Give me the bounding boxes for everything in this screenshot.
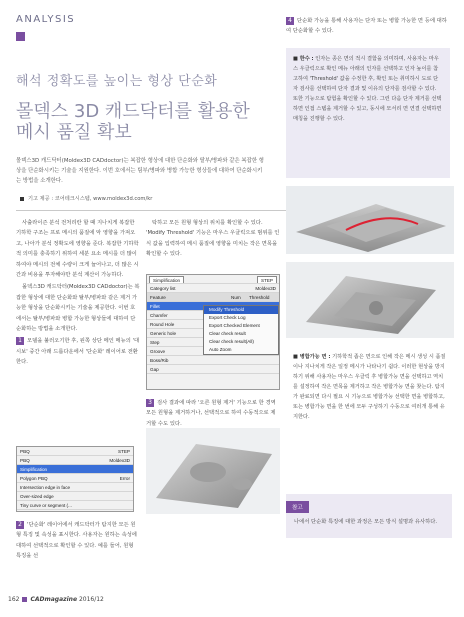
menu-item-export-element: Export Checked Element <box>209 323 260 328</box>
feature-row: Gap <box>147 365 279 374</box>
article-subtitle: 해석 정확도를 높이는 형상 단순화 <box>16 74 218 89</box>
menu-item-export-log: Export Check Log <box>209 315 246 320</box>
context-menu <box>203 305 279 355</box>
feature-row: Round Hole <box>147 320 279 329</box>
step-4 <box>286 16 450 37</box>
step-number: 1 <box>16 337 24 345</box>
step-number: 4 <box>286 17 294 25</box>
step-text: 모델을 불러오기한 후, 왼쪽 상단 메인 메뉴의 '대시보' 중간 아래 드롭다운에서 '단순화' 레이어로 전환한다. <box>16 338 140 366</box>
step-number: 2 <box>16 521 24 529</box>
panel-toolbar <box>147 275 279 284</box>
screenshot-feature-panel <box>146 274 280 390</box>
feature-table-header <box>147 293 279 302</box>
tip-box-fillet <box>286 48 450 178</box>
body-left-column <box>16 218 140 368</box>
note-text: 나에서 단순화 특징에 대한 과정은 모든 방식 설명과 유사하다. <box>294 519 438 525</box>
tree-value: Moldex3D <box>109 458 130 463</box>
tree-row: Tiny curve or segment (... <box>17 501 133 510</box>
issue-date: 2016/12 <box>78 596 104 603</box>
format-combo: STEP <box>257 276 277 284</box>
tip-text: 기하학적 좁은 면으로 인해 작은 메시 생성 시 품질이나 지나치게 작은 일정 메시가 나타나기 쉽다. 이러한 현상을 방지하기 위해 사용자는 마우스 우클릭 후 병합가능 면을 선택하고 역치를 설정하여 작은 면목을 제거하고 작은 병합가능 면을 찾는다. 탐지가 완료되면 다시 필요 시 기능으로 병합가능 선택한 면을 병합하고, 또는 병합가능 면을 한 번에 모두 구성하기 수동으로 여러개 통해 유지한다. <box>293 354 446 420</box>
feature-row: Fillet <box>147 302 279 311</box>
article-title-line1: 몰덱스 3D 캐드닥터를 활용한 <box>16 101 250 122</box>
feature-row: Boss/Rib <box>147 356 279 365</box>
paragraph: 몰덱스3D 캐드닥터(Moldex3D CADdoctor)는 복잡한 형상에 대한 단순화와 탈부/병파와 같은 제거 가능한 형상을 단순화시키는 기술을 제공한다. 이번 호에서는 탈부/병파와 병합 가능한 형상들에 대하여 단순화하는 방법을 소개한다. <box>16 284 140 333</box>
header-feature: Feature <box>150 295 166 300</box>
note-label: 참고 <box>286 501 309 513</box>
article-title-line2: 메시 품질 확보 <box>16 122 132 143</box>
model-render-middle <box>286 262 454 338</box>
tree-label: PBQ <box>20 449 30 454</box>
header-threshold: Threshold <box>249 295 270 300</box>
tree-row <box>17 474 133 483</box>
menu-item-clear-result: Clear check result <box>209 331 246 336</box>
title-divider <box>16 210 286 211</box>
feature-row: Chamfer <box>147 311 279 320</box>
menu-item-clear-all: Clear check result(All) <box>209 339 254 344</box>
step-3 <box>146 398 280 429</box>
tree-label: PBQ <box>20 458 30 463</box>
menu-item-modify-threshold: Modify Threshold <box>204 306 278 314</box>
step-number: 3 <box>146 399 154 407</box>
tree-row: Intersection edge in face <box>17 483 133 492</box>
category-value: Moldex3D <box>255 286 276 291</box>
menu-item-auto-zoom: Auto Zoom <box>209 347 232 352</box>
magazine-brand: CADmagazine <box>30 596 78 603</box>
feature-row: Step <box>147 338 279 347</box>
model-render-top <box>286 186 454 254</box>
tip-box-mergeable <box>286 346 454 464</box>
note-box <box>286 494 452 538</box>
tip-text: 인자는 종은 면의 적시 결함을 의미하며, 사용자는 마우스 우클릭으로 확인 메뉴 아래의 인자를 선택하고 인자 높이를 참고하여 'Threshold' 값을 수정한 후, 확인 또는 취미하시 도로 단자 검사를 선택하여 단자 결과 및 이유의 단자를 검사할 수 있다. 또한 기능으로 탐험을 확인할 수 있다. 그런 다음 단자 제거를 선택하면 인접 스템을 제거할 수 있고, 동시에 모서리 면 연결 선택하면 매칭을 진행할 수 있다. <box>293 56 442 122</box>
tip-tag: ■ 한수 : <box>293 56 314 62</box>
screenshot-tree-panel <box>16 446 134 512</box>
step-2 <box>16 520 140 562</box>
footer-marker <box>22 597 27 602</box>
step-1 <box>16 336 140 367</box>
tree-row <box>17 447 133 456</box>
layer-combo: Simplification <box>149 276 184 284</box>
model-render-bottom <box>146 428 280 514</box>
category-label: Category list <box>150 286 176 291</box>
tree-row-selected: Simplification <box>17 465 133 474</box>
paragraph: 사출라이즌 분석 전처리란 할 때 지나치게 복잡한 기하학 구조는 프로 메시의 품질에 악 영향을 가져오고, 나아가 분석 정확도에 영향을 준다. 복잡한 기하학적 의미를 충족하기 위하여 세분 요소 메시를 더 많이 하여야 메시의 전체 수량이 크게 늘어나고, 더 많은 시간과 비용을 투자해야만 분석 계산이 가능하다. <box>16 220 139 279</box>
tree-row <box>17 456 133 465</box>
bullet-icon <box>20 197 24 201</box>
page-number: 162 <box>8 596 20 603</box>
tree-row: Over-sized edge <box>17 492 133 501</box>
section-label: ANALYSIS <box>16 14 76 25</box>
feature-row: Generic hole <box>147 329 279 338</box>
article-credit <box>20 195 152 202</box>
category-row <box>147 284 279 293</box>
tree-label: Polygon PBQ <box>20 476 48 481</box>
section-marker <box>16 32 25 41</box>
step-text: 단순화 가능을 통해 사용자는 단자 또는 병합 가능한 면 등에 대하여 단순화할 수 있다. <box>286 18 447 35</box>
article-lead: 몰덱스3D 캐드닥터(Moldex3D CADdoctor)는 복잡한 형상에 대한 단순화와 탈부/병파와 같은 복잡한 형상을 단순화시키는 기술을 지원한다. 이번 호에서는 팀부/병파와 병합 가능한 형상들에 대하여 단순화시키는 방법을 소개한다. <box>16 158 264 184</box>
body-mid-column <box>146 218 280 262</box>
feature-row: Groove <box>147 347 279 356</box>
step-text: '단순화' 레이어에서 캐드닥터가 탐지한 모든 원형 특징 및 속성을 표시한다. 사용자는 원하는 속성에 대하여 선택적으로 확인할 수 있다. 예를 들어, 원형 특징을 선 <box>16 522 137 560</box>
step-text: 검사 결과에 따라 '오른 원형 제거' 기능으로 한 경역 모든 원형을 제거하거나, 선택적으로 하여 수동적으로 제거할 수도 있다. <box>146 400 276 427</box>
tree-combo: STEP <box>118 449 130 454</box>
paragraph: 탁하고 모든 원형 형상의 위치를 확인할 수 있다. 'Modify Threshold' 기능은 마우스 우클릭으로 범위를 인식 값을 입력하여 메시 품질에 영향을 미치는 작은 면목을 확인할 수 있다. <box>146 220 280 258</box>
tip-tag: ■ 병합가능 면 : <box>293 354 331 360</box>
credit-text: 기고 제공 : 코어테크시스템, www.moldex3d.com/kr <box>28 196 153 202</box>
tree-status: Error <box>119 476 130 481</box>
page-footer <box>8 596 104 603</box>
header-num: Num <box>231 295 241 300</box>
